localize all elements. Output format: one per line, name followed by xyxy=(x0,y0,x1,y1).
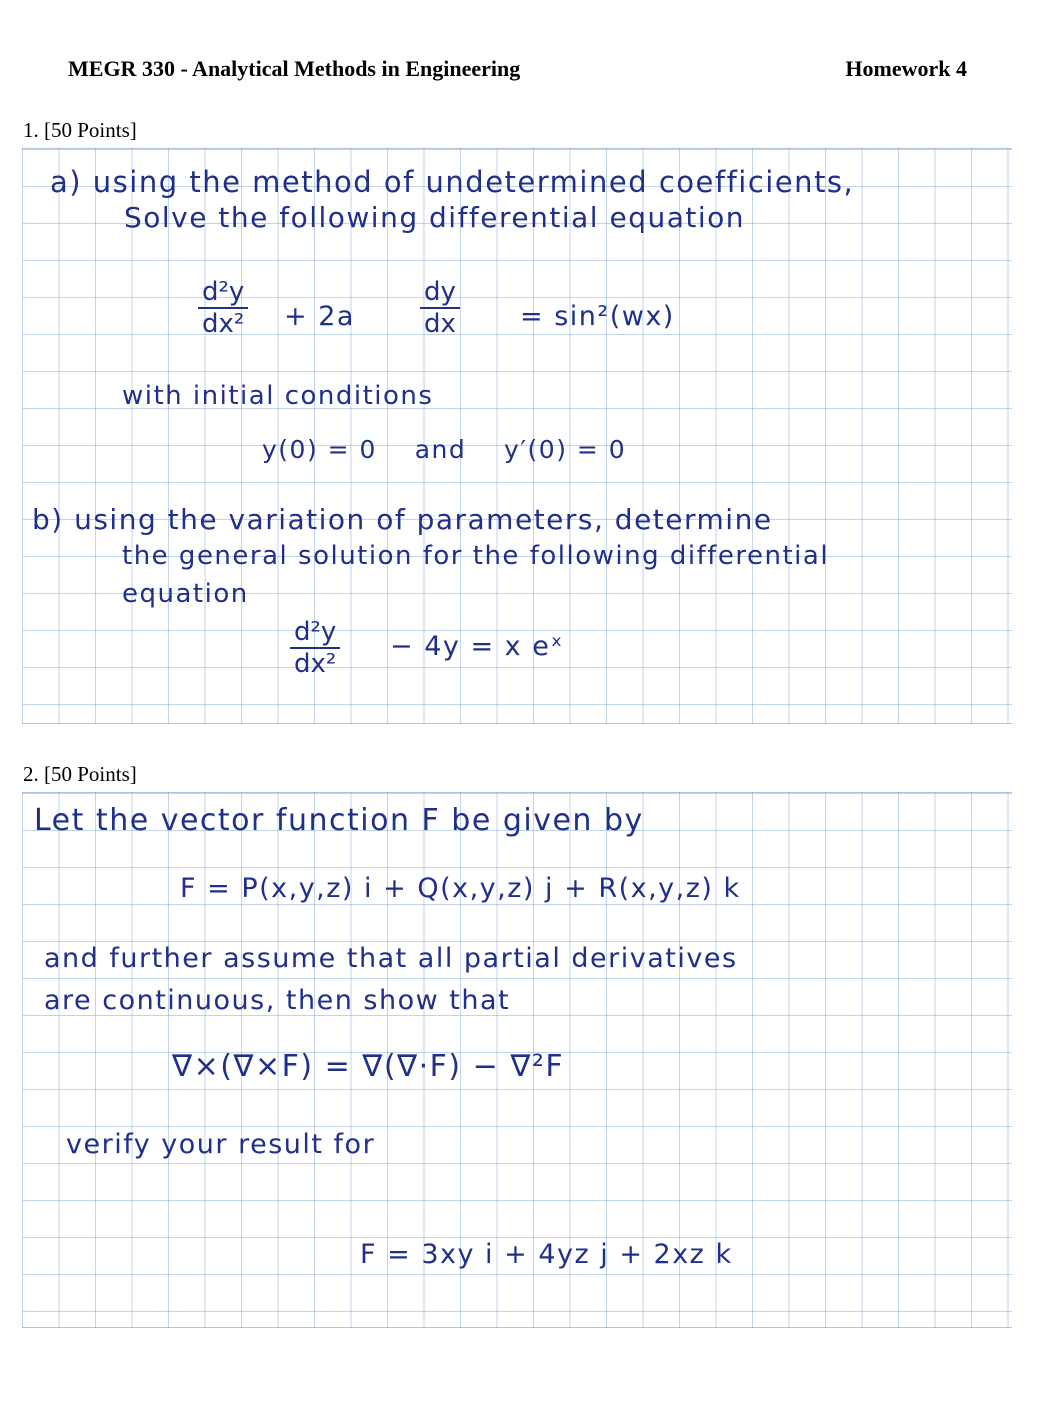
p1a-instruction-line1: a) using the method of undetermined coefficients, xyxy=(50,165,855,199)
p2-line4: are continuous, then show that xyxy=(44,985,511,1016)
p2-line3: and further assume that all partial derivatives xyxy=(44,943,738,974)
eq1-numerator-1: d²y xyxy=(202,277,245,307)
eq2-right-side: − 4y = x eˣ xyxy=(390,631,564,662)
eq2-second-derivative xyxy=(290,617,340,679)
p2-line6: verify your result for xyxy=(66,1129,376,1160)
eq1-denominator-1: dx² xyxy=(202,309,245,339)
problem-1-handwritten-sheet xyxy=(22,148,1012,724)
course-title: MEGR 330 - Analytical Methods in Engineering xyxy=(68,56,521,81)
eq1-denominator-2: dx xyxy=(424,309,456,339)
initial-conditions-label: with initial conditions xyxy=(122,381,434,411)
eq1-second-derivative xyxy=(198,277,248,339)
eq1-first-derivative xyxy=(420,277,460,339)
p1a-instruction-line2: Solve the following differential equation xyxy=(124,201,746,234)
eq2-numerator: d²y xyxy=(294,617,337,647)
eq2-denominator: dx² xyxy=(294,649,337,679)
eq1-right-side: = sin²(wx) xyxy=(520,301,675,332)
problem-2-handwritten-sheet xyxy=(22,792,1012,1328)
initial-conditions-values: y(0) = 0 and y′(0) = 0 xyxy=(262,435,627,464)
p2-identity-equation: ∇×(∇×F) = ∇(∇·F) − ∇²F xyxy=(172,1049,565,1084)
p2-verify-vector: F = 3xy i + 4yz j + 2xz k xyxy=(360,1239,733,1270)
eq1-numerator-2: dy xyxy=(424,277,456,307)
problem-2-points: 2. [50 Points] xyxy=(23,762,137,786)
problem-1-points: 1. [50 Points] xyxy=(23,118,137,142)
p2-line1: Let the vector function F be given by xyxy=(34,803,644,838)
p1b-instruction-line2: the general solution for the following differential xyxy=(122,541,830,571)
eq1-middle-term: + 2a xyxy=(284,301,355,332)
p2-vector-definition: F = P(x,y,z) i + Q(x,y,z) j + R(x,y,z) k xyxy=(180,873,741,904)
homework-label: Homework 4 xyxy=(845,56,967,81)
p1b-instruction-line1: b) using the variation of parameters, determine xyxy=(32,503,773,536)
page-header xyxy=(0,56,1037,86)
p1b-instruction-line3: equation xyxy=(122,579,249,609)
